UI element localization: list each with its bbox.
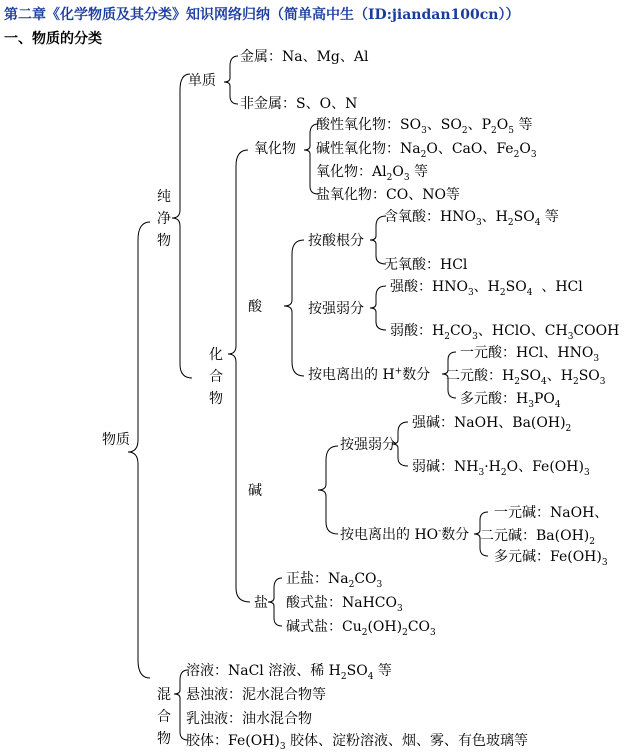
- node-base-by-oh: 按电离出的 HO-数分: [340, 526, 470, 543]
- node-acid-by-strength: 按强弱分: [308, 301, 364, 317]
- node-salt: 盐: [254, 595, 268, 611]
- leaf-amphoteric-oxide: 氧化物：$Al_2O_3$ 等: [316, 164, 428, 183]
- node-oxide: 氧化物: [254, 141, 296, 157]
- leaf-colloid: 胶体：$Fe(OH)_3$ 胶体、淀粉溶液、烟、雾、有色玻璃等: [186, 733, 529, 752]
- node-mixture: 混合物: [157, 687, 171, 747]
- node-base: 碱: [248, 483, 262, 499]
- bracket-mixture: [174, 670, 188, 740]
- leaf-strong-base: 强碱：NaOH、$Ba(OH)_2$: [412, 415, 572, 434]
- bracket-root: [128, 222, 150, 678]
- leaf-oxyacid: 含氧酸：$HNO_3$、$H_2SO_4$ 等: [384, 209, 559, 228]
- leaf-normal-salt: 正盐：$Na_2CO_3$: [286, 571, 383, 590]
- leaf-acidic-oxide: 酸性氧化物：$SO_3$、$SO_2$、$P_2O_5$ 等: [316, 117, 533, 136]
- leaf-suspension: 悬浊液：泥水混合物等: [186, 687, 326, 703]
- leaf-nonoxyacid: 无氧酸：HCl: [384, 257, 468, 273]
- node-acid: 酸: [248, 299, 262, 315]
- leaf-di-acid: 二元酸：$H_2SO_4$、$H_2SO_3$: [446, 368, 606, 387]
- leaf-emulsion: 乳浊液：油水混合物: [186, 711, 312, 727]
- leaf-weak-acid: 弱酸：$H_2CO_3$、HClO、$CH_3COOH$: [390, 323, 620, 342]
- bracket-oxide: [304, 124, 318, 194]
- page-title: 第二章《化学物质及其分类》知识网络归纳（简单高中生（ID:jiandan100cn））: [4, 7, 520, 23]
- node-base-by-strength: 按强弱分: [340, 437, 396, 453]
- leaf-basic-oxide: 碱性氧化物：$Na_2O$、CaO、$Fe_2O_3$: [316, 141, 537, 160]
- leaf-mono-acid: 一元酸：HCl、$HNO_3$: [460, 345, 600, 364]
- leaf-di-base: 二元碱：$Ba(OH)_2$: [480, 528, 595, 547]
- bracket-simple: [224, 56, 238, 104]
- leaf-poly-acid: 多元酸：$H_3PO_4$: [460, 391, 561, 410]
- leaf-metal: 金属：Na、Mg、Al: [240, 49, 369, 65]
- node-simple: 单质: [188, 73, 216, 89]
- node-acid-by-root: 按酸根分: [308, 233, 364, 249]
- bracket-base: [318, 446, 338, 534]
- leaf-solution: 溶液：NaCl 溶液、稀 $H_2SO_4$ 等: [186, 663, 392, 682]
- bracket-acid: [284, 240, 304, 376]
- leaf-salt-oxide: 盐氧化物：CO、NO等: [316, 187, 460, 203]
- bracket-salt: [268, 578, 282, 626]
- node-pure: 纯净物: [157, 189, 171, 249]
- node-compound: 化合物: [209, 347, 223, 407]
- bracket-acid-strength: [370, 286, 386, 330]
- node-root: 物质: [102, 432, 130, 448]
- leaf-strong-acid: 强酸：$HNO_3$、$H_2SO_4$ 、HCl: [390, 279, 583, 298]
- leaf-acid-salt: 酸式盐：NaHCO$_3$: [286, 595, 403, 614]
- bracket-pure: [172, 74, 192, 378]
- leaf-weak-base: 弱碱：$NH_3\cdot H_2O$、$Fe(OH)_3$: [412, 459, 590, 478]
- leaf-basic-salt: 碱式盐：$Cu_2(OH)_2CO_3$: [286, 619, 436, 638]
- leaf-nonmetal: 非金属：S、O、N: [240, 96, 358, 112]
- bracket-compound: [228, 150, 250, 602]
- section-heading: 一、物质的分类: [4, 31, 102, 47]
- leaf-poly-base: 多元碱：$Fe(OH)_3$: [494, 549, 608, 568]
- node-acid-by-h: 按电离出的 H+数分: [308, 366, 431, 383]
- leaf-mono-base: 一元碱：NaOH、: [494, 505, 609, 521]
